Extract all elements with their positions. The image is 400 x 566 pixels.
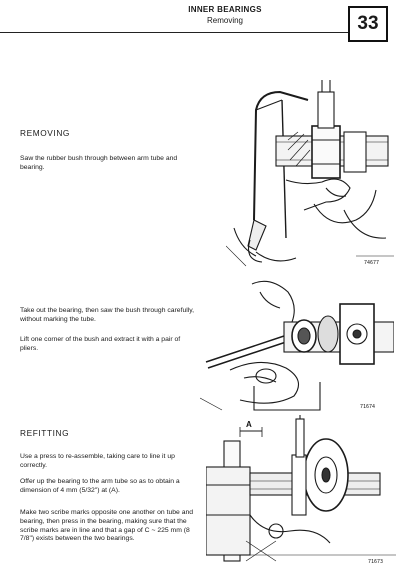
figure-extract-bush-illustration <box>200 278 394 414</box>
refit-step-scribe-text: Make two scribe marks opposite one another on tube and bearing, then press in the bearing, making sure that the scribe marks are in line and that a gap of C ~ 225 mm (8 7/8") exists between the two bearings. <box>20 509 194 543</box>
header-subtitle: Removing <box>206 16 243 25</box>
header-rule <box>0 32 374 33</box>
figure-saw-bush-illustration <box>226 70 394 270</box>
takeout-step-text: Take out the bearing, then saw the bush through carefully, without marking the tube. <box>20 307 195 323</box>
fig1-code: 74677 <box>364 260 380 266</box>
fig3-code: 71673 <box>368 559 384 565</box>
refitting-heading: REFITTING <box>20 428 70 438</box>
refit-step-press-text: Use a press to re-assemble, taking care to line it up correctly. <box>20 453 175 469</box>
header-title: INNER BEARINGS <box>188 5 262 14</box>
refit-step-dimension-text: Offer up the bearing to the arm tube so as to obtain a dimension of 4 mm (5/32") at (A). <box>20 478 180 494</box>
fig2-code: 71674 <box>360 404 376 410</box>
figure-press-refit-illustration <box>206 415 396 565</box>
page-header <box>0 0 400 40</box>
dimension-label-a: A <box>246 420 252 429</box>
removing-heading: REMOVING <box>20 128 70 138</box>
page-number-box: 33 <box>348 6 388 42</box>
pliers-step-text: Lift one corner of the bush and extract it with a pair of pliers. <box>20 336 181 352</box>
removing-step-text: Saw the rubber bush through between arm tube and bearing. <box>20 155 178 171</box>
